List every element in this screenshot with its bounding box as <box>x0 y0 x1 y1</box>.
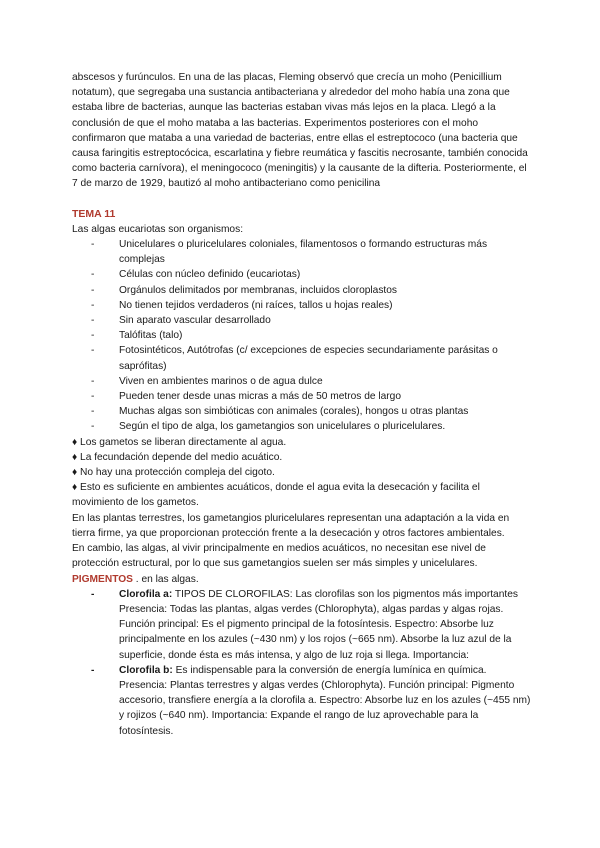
diamond-item: ♦ Esto es suficiente en ambientes acuáticos, donde el agua evita la desecación y facilita el movimiento de los gametos. <box>72 482 480 509</box>
list-item: - Unicelulares o pluricelulares coloniales, filamentosos o formando estructuras más complejas <box>109 237 532 267</box>
pigmentos-list <box>72 587 532 739</box>
tema-heading: TEMA 11 <box>72 207 116 220</box>
list-item <box>109 663 532 739</box>
intro-paragraph: abscesos y furúnculos. En una de las placas, Fleming observó que crecía un moho (Penicillium notatum), que segregaba una sustancia antibacteriana y alrededor del moho había una zona que estaba libre de bacterias, aunque las bacterias estaban vivas más lejos en la placa. Llegó a la conclusión de que el moho mataba a las bacterias. Experimentos posteriores con el moho confirmaron que mataba a una variedad de bacterias, entre ellas el estreptococo (una bacteria que causa faringitis estreptocócica, escarlatina y fiebre reumática y fascitis necrosante, también conocida como bacteria carnívora), el meningococo (meningitis) y la causante de la difteria. Posteriormente, el 7 de marzo de 1929, bautizó al moho antibacteriano como penicilina <box>72 72 528 190</box>
tema-list <box>72 237 532 435</box>
list-item: - Fotosintéticos, Autótrofas (c/ excepciones de especies secundariamente parásitas o saprófitas) <box>109 343 532 373</box>
list-item: - Talófitas (talo) <box>109 328 532 343</box>
document-page <box>72 70 532 739</box>
list-item <box>109 587 532 663</box>
list-item: - Orgánulos delimitados por membranas, incluidos cloroplastos <box>109 283 532 298</box>
pigmentos-heading: PIGMENTOS <box>72 573 133 585</box>
list-item: - Células con núcleo definido (eucariotas) <box>109 267 532 282</box>
pigmentos-heading-line <box>72 572 532 587</box>
pigmentos-heading-suffix: . en las algas. <box>132 573 199 585</box>
tema-lead: Las algas eucariotas son organismos: <box>72 223 244 235</box>
pigment-title: Clorofila a: <box>119 588 173 600</box>
pigment-title: Clorofila b: <box>119 664 173 676</box>
terrestres-paragraph: En las plantas terrestres, los gametangios pluricelulares representan una adaptación a la vida en tierra firme, ya que proporcionan protección frente a la desecación y otros factores ambientales. <box>72 512 510 539</box>
diamond-item: ♦ No hay una protección compleja del cigoto. <box>72 467 275 479</box>
list-item: - Según el tipo de alga, los gametangios son unicelulares o pluricelulares. <box>109 419 532 434</box>
list-item: - Muchas algas son simbióticas con animales (corales), hongos u otras plantas <box>109 404 532 419</box>
list-item: - No tienen tejidos verdaderos (ni raíces, tallos u hojas reales) <box>109 298 532 313</box>
cambio-paragraph: En cambio, las algas, al vivir principalmente en medios acuáticos, no necesitan ese nivel de protección estructural, por lo que sus gametangios suelen ser más simples y unicelulares. <box>72 543 486 570</box>
list-item: - Sin aparato vascular desarrollado <box>109 313 532 328</box>
diamond-item: ♦ La fecundación depende del medio acuático. <box>72 451 283 463</box>
list-item: - Pueden tener desde unas micras a más de 50 metros de largo <box>109 389 532 404</box>
pigment-text: TIPOS DE CLOROFILAS: Las clorofilas son los pigmentos más importantes Presencia: Todas las plantas, algas verdes (Chlorophyta), algas pardas y algas rojas. Función principal: Es el pigmento principal de la fotosíntesis. Espectro: Absorbe luz principalmente en los azules (~430 nm) y los rojos (~665 nm). Absorbe la luz azul de la superficie, donde ésta es más intensa, y algo de luz roja si llega. Importancia: <box>119 588 518 661</box>
pigment-text: Es indispensable para la conversión de energía lumínica en química. Presencia: Plantas terrestres y algas verdes (Chlorophyta). Función principal: Pigmento accesorio, transfiere energía a la clorofila a. Espectro: Absorbe luz en los azules (~455 nm) y rojizos (~640 nm). Importancia: Expande el rango de luz aprovechable para la fotosíntesis. <box>119 664 531 737</box>
list-item: - Viven en ambientes marinos o de agua dulce <box>109 374 532 389</box>
diamond-item: ♦ Los gametos se liberan directamente al agua. <box>72 436 287 448</box>
